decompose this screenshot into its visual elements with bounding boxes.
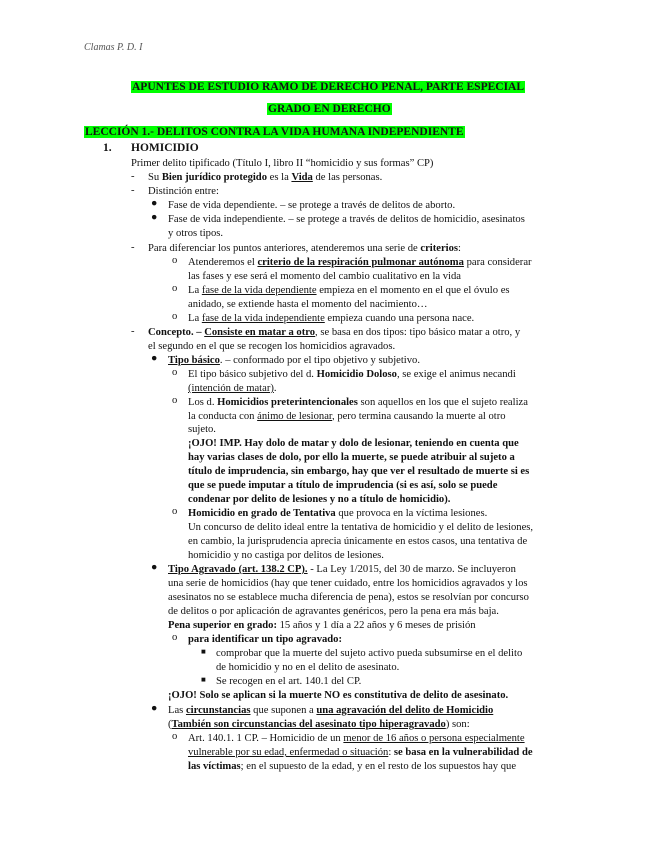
tipo-agravado-2: una serie de homicidios (hay que tener cuidado, entre los homicidios agravados y los <box>168 578 528 589</box>
concepto-1: Concepto. – Consiste en matar a otro, se basa en dos tipos: tipo básico matar a otro, y <box>148 327 521 338</box>
ojo-note-5: condenar por delito de lesiones y no a título de homicidio). <box>188 494 451 505</box>
bullet-disc-icon: ● <box>151 198 158 209</box>
circunstancias-1: Las circunstancias que suponen a una agravación del delito de Homicidio <box>168 705 494 716</box>
art-140-1-a: Art. 140.1. 1 CP. – Homicidio de un menor de 16 años o persona especialmente <box>188 733 525 744</box>
criterio-respiracion-1: Atenderemos el criterio de la respiración pulmonar autónoma para considerar <box>188 257 532 268</box>
intro-line: Primer delito tipificado (Título I, libro II “homicidio y sus formas” CP) <box>131 158 434 169</box>
concepto-2: el segundo en el que se recogen los homicidios agravados. <box>148 341 396 352</box>
tipo-basico: Tipo básico. – conformado por el tipo objetivo y subjetivo. <box>168 355 420 366</box>
ojo-note-1: ¡OJO! IMP. Hay dolo de matar y dolo de lesionar, teniendo en cuenta que <box>188 438 519 449</box>
homicidio-doloso-1: El tipo básico subjetivo del d. Homicidio Doloso, se exige el animus necandi <box>188 369 516 380</box>
bullet-disc-icon: ● <box>151 212 158 223</box>
tentativa-1: Homicidio en grado de Tentativa que provoca en la víctima lesiones. <box>188 508 488 519</box>
pena-superior: Pena superior en grado: 15 años y 1 día a 22 años y 6 meses de prisión <box>168 620 476 631</box>
bullet-circle-icon: o <box>172 311 178 322</box>
art-140-1-c: las víctimas; en el supuesto de la edad, y en el resto de los supuestos hay que <box>188 761 517 772</box>
ojo-note-3: título de imprudencia, sin embargo, hay que ver el resultado de muerte si es <box>188 466 530 477</box>
art-140-1-b: vulnerable por su edad, enfermedad o situación: se basa en la vulnerabilidad de <box>188 747 533 758</box>
fase-independiente-1: Fase de vida independiente. – se protege a través de delitos de homicidio, asesinatos <box>168 214 525 225</box>
bullet-circle-icon: o <box>172 731 178 742</box>
section-number: 1. <box>103 142 112 154</box>
bullet-disc-icon: ● <box>151 353 158 364</box>
bullet-disc-icon: ● <box>151 703 158 714</box>
dash-icon: - <box>131 326 135 337</box>
circunstancias-2: (También son circunstancias del asesinato tipo hiperagravado) son: <box>168 719 470 730</box>
dash-icon: - <box>131 185 135 196</box>
bien-juridico-line: Su Bien jurídico protegido es la Vida de las personas. <box>148 172 383 183</box>
tipo-agravado-1: Tipo Agravado (art. 138.2 CP). - La Ley 1/2015, del 30 de marzo. Se incluyeron <box>168 564 516 575</box>
distincion-line: Distinción entre: <box>148 186 219 197</box>
dash-icon: - <box>131 242 135 253</box>
tipo-agravado-4: de delitos o por aplicación de agravantes genéricos, pero la pena era más baja. <box>168 606 499 617</box>
tentativa-4: homicidio y no castiga por delitos de lesiones. <box>188 550 384 561</box>
bullet-disc-icon: ● <box>151 562 158 573</box>
vida-dependiente-2: anidado, se extiende hasta el momento del nacimiento… <box>188 299 428 310</box>
doc-title: APUNTES DE ESTUDIO RAMO DE DERECHO PENAL, PARTE ESPECIAL <box>132 81 525 93</box>
criterio-respiracion-2: las fases y ese será el momento del cambio cualitativo en la vida <box>188 271 461 282</box>
art-140-ref: Se recogen en el art. 140.1 del CP. <box>216 676 362 687</box>
bullet-circle-icon: o <box>172 506 178 517</box>
homicidio-doloso-2: (intención de matar). <box>188 383 277 394</box>
vida-dependiente-1: La fase de la vida dependiente empieza en el momento en el que el óvulo es <box>188 285 510 296</box>
preterintencional-1: Los d. Homicidios preterintencionales son aquellos en los que el sujeto realiza <box>188 397 528 408</box>
doc-subtitle: GRADO EN DERECHO <box>268 103 391 115</box>
bullet-circle-icon: o <box>172 255 178 266</box>
fase-dependiente: Fase de vida dependiente. – se protege a través de delitos de aborto. <box>168 200 456 211</box>
preterintencional-3: sujeto. <box>188 424 216 435</box>
tentativa-3: en cambio, la jurisprudencia aprecia únicamente en estos casos, una tentativa de <box>188 536 528 547</box>
fase-independiente-2: y otros tipos. <box>168 228 224 239</box>
comprobar-2: de homicidio y no en el delito de asesinato. <box>216 662 400 673</box>
bullet-square-icon: ■ <box>201 675 206 684</box>
bullet-circle-icon: o <box>172 367 178 378</box>
vida-independiente: La fase de la vida independiente empieza cuando una persona nace. <box>188 313 475 324</box>
criterios-line: Para diferenciar los puntos anteriores, atenderemos una serie de criterios: <box>148 243 461 254</box>
ojo-note-2: hay varias clases de dolo, por ello la muerte, se puede atribuir al sujeto a <box>188 452 515 463</box>
comprobar-1: comprobar que la muerte del sujeto activo pueda subsumirse en el delito <box>216 648 523 659</box>
lesson-title: LECCIÓN 1.- DELITOS CONTRA LA VIDA HUMANA INDEPENDIENTE <box>85 126 464 138</box>
section-title: HOMICIDIO <box>131 142 199 154</box>
bullet-circle-icon: o <box>172 395 178 406</box>
tentativa-2: Un concurso de delito ideal entre la tentativa de homicidio y el delito de lesiones, <box>188 522 534 533</box>
dash-icon: - <box>131 171 135 182</box>
ojo-note-4: que se puede imputar a título de imprudencia (si es así, solo se puede <box>188 480 498 491</box>
identificar-agravado: para identificar un tipo agravado: <box>188 634 343 645</box>
bullet-circle-icon: o <box>172 283 178 294</box>
bullet-square-icon: ■ <box>201 647 206 656</box>
tipo-agravado-3: asesinatos no se establece mucha diferencia de pena), estos se resolvían por concurso <box>168 592 529 603</box>
ojo-note-6: ¡OJO! Solo se aplican si la muerte NO es constitutiva de delito de asesinato. <box>168 690 509 701</box>
bullet-circle-icon: o <box>172 632 178 643</box>
handwritten-header: Clamas P. D. I <box>84 42 143 53</box>
preterintencional-2: la conducta con ánimo de lesionar, pero termina causando la muerte al otro <box>188 411 506 422</box>
